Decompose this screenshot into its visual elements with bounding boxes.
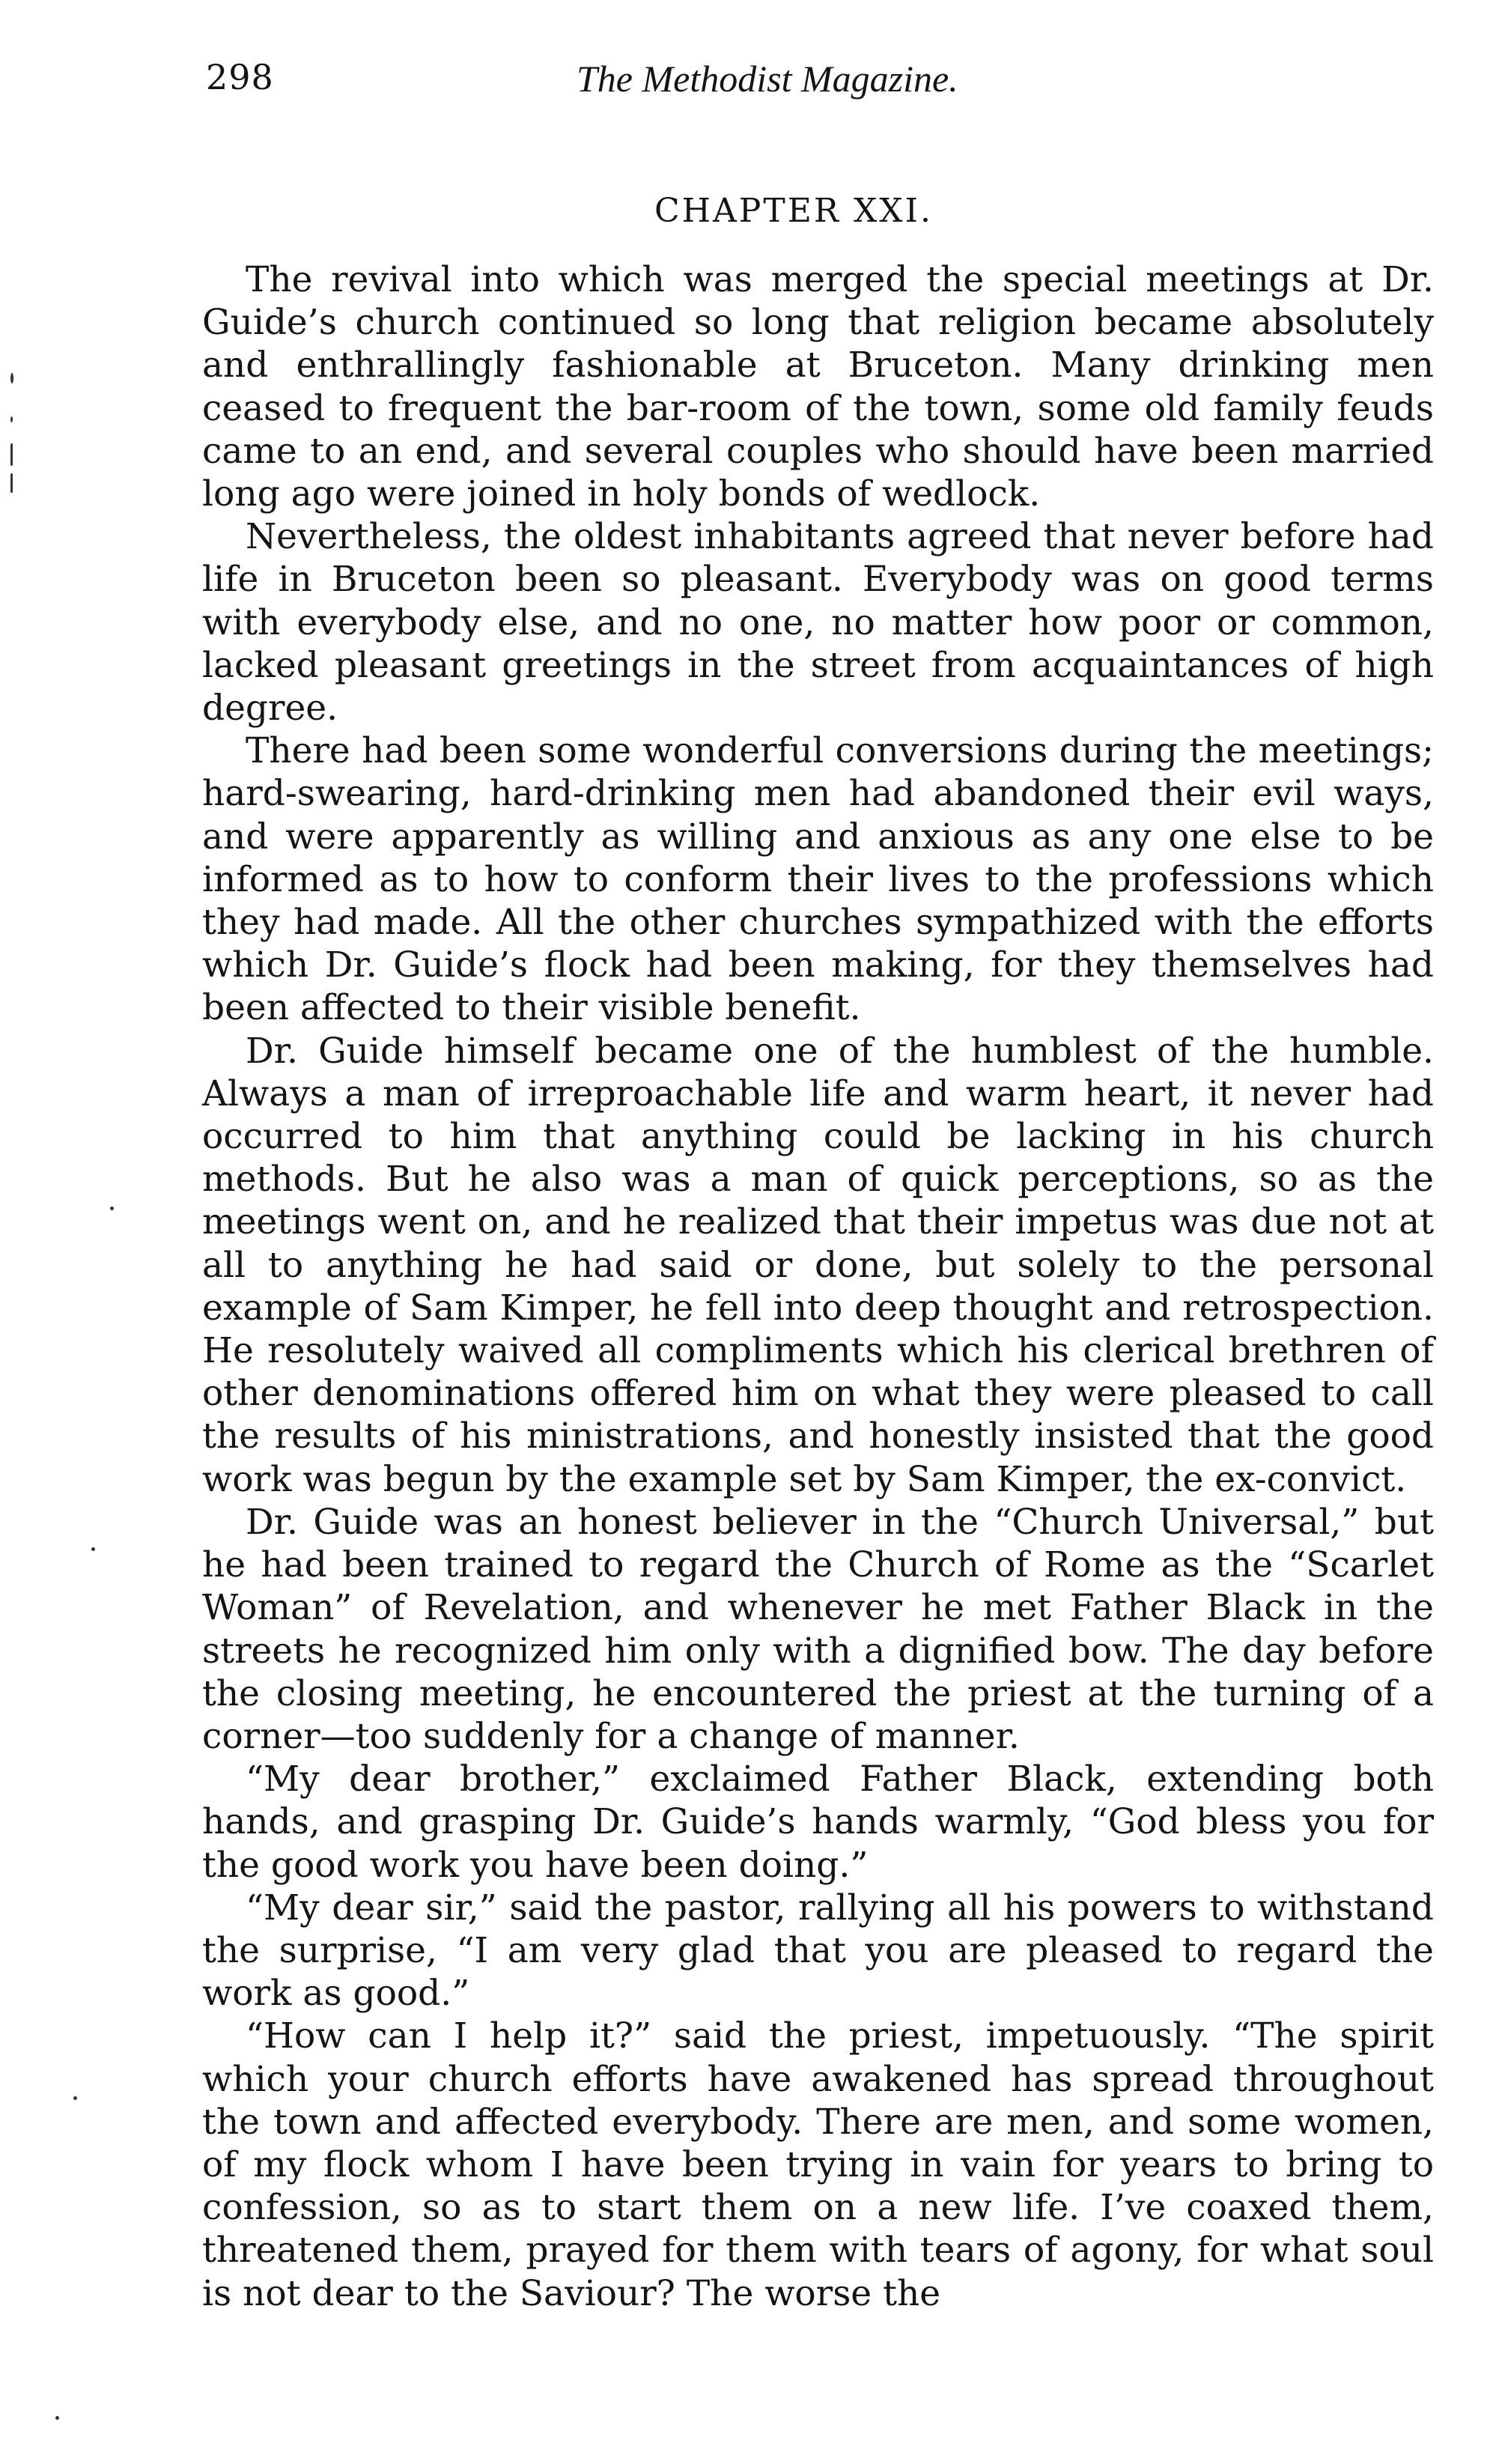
paragraph-2: Nevertheless, the oldest inhabitants agreed that never before had life in Bruceton been so pleasant. Everybody was on good terms with everybody else, and no one, no matter how poor or common, lacked pleasant greetings in the street from acquaintances of high degree. bbox=[202, 516, 1434, 729]
margin-speck bbox=[10, 416, 13, 422]
margin-speck bbox=[91, 1547, 95, 1551]
paragraph-3: There had been some wonderful conversions during the meetings; hard-swearing, hard-drinking men had abandoned their evil ways, and were apparently as willing and anxious as any one else to be informed as to how to conform their lives to the professions which they had made. All the other churches sympathized with the efforts which Dr. Guide’s flock had been making, for they themselves had been affected to their visible benefit. bbox=[202, 730, 1434, 1029]
running-title: The Methodist Magazine. bbox=[577, 58, 958, 100]
margin-speck bbox=[73, 2096, 77, 2100]
paragraph-5: Dr. Guide was an honest believer in the “Church Universal,” but he had been trained to regard the Church of Rome as the “Scarlet Woman” of Revelation, and whenever he met Father Black in the streets he recognized him only with a dignified bow. The day before the closing meeting, he encountered the priest at the turning of a corner—too suddenly for a change of manner. bbox=[202, 1501, 1434, 1757]
margin-speck bbox=[10, 443, 13, 466]
margin-speck bbox=[110, 1207, 114, 1210]
paragraph-8: “How can I help it?” said the priest, impetuously. “The spirit which your church efforts have awakened has spread throughout the town and affected everybody. There are men, and some women, of my flock whom I have been trying in vain for years to bring to confession, so as to start them on a new life. I’ve coaxed them, threatened them, prayed for them with tears of agony, for what soul is not dear to the Saviour? The worse the bbox=[202, 2015, 1434, 2314]
margin-speck bbox=[55, 2416, 59, 2420]
paragraph-7: “My dear sir,” said the pastor, rallying all his powers to withstand the surprise, “I am very glad that you are pleased to regard the work as good.” bbox=[202, 1887, 1434, 2015]
margin-specks bbox=[0, 0, 195, 2464]
paragraph-6: “My dear brother,” exclaimed Father Black, extending both hands, and grasping Dr. Guide’s hands warmly, “God bless you for the good work you have been doing.” bbox=[202, 1759, 1434, 1886]
margin-speck bbox=[10, 473, 13, 493]
margin-speck bbox=[10, 373, 13, 383]
page-number: 298 bbox=[206, 57, 274, 97]
paragraph-1: The revival into which was merged the special meetings at Dr. Guide’s church continued so long that religion became absolutely and enthrallingly fashionable at Bruceton. Many drinking men ceased to frequent the bar-room of the town, some old family feuds came to an end, and several couples who should have been married long ago were joined in holy bonds of wedlock. bbox=[202, 259, 1434, 515]
article-body bbox=[202, 258, 1434, 2315]
chapter-title: CHAPTER XXI. bbox=[654, 192, 933, 230]
paragraph-4: Dr. Guide himself became one of the humblest of the humble. Always a man of irreproachable life and warm heart, it never had occurred to him that anything could be lacking in his church methods. But he also was a man of quick perceptions, so as the meetings went on, and he realized that their impetus was due not at all to anything he had said or done, but solely to the personal example of Sam Kimper, he fell into deep thought and retrospection. He resolutely waived all compliments which his clerical brethren of other denominations offered him on what they were pleased to call the results of his ministrations, and honestly insisted that the good work was begun by the example set by Sam Kimper, the ex-convict. bbox=[202, 1030, 1434, 1500]
